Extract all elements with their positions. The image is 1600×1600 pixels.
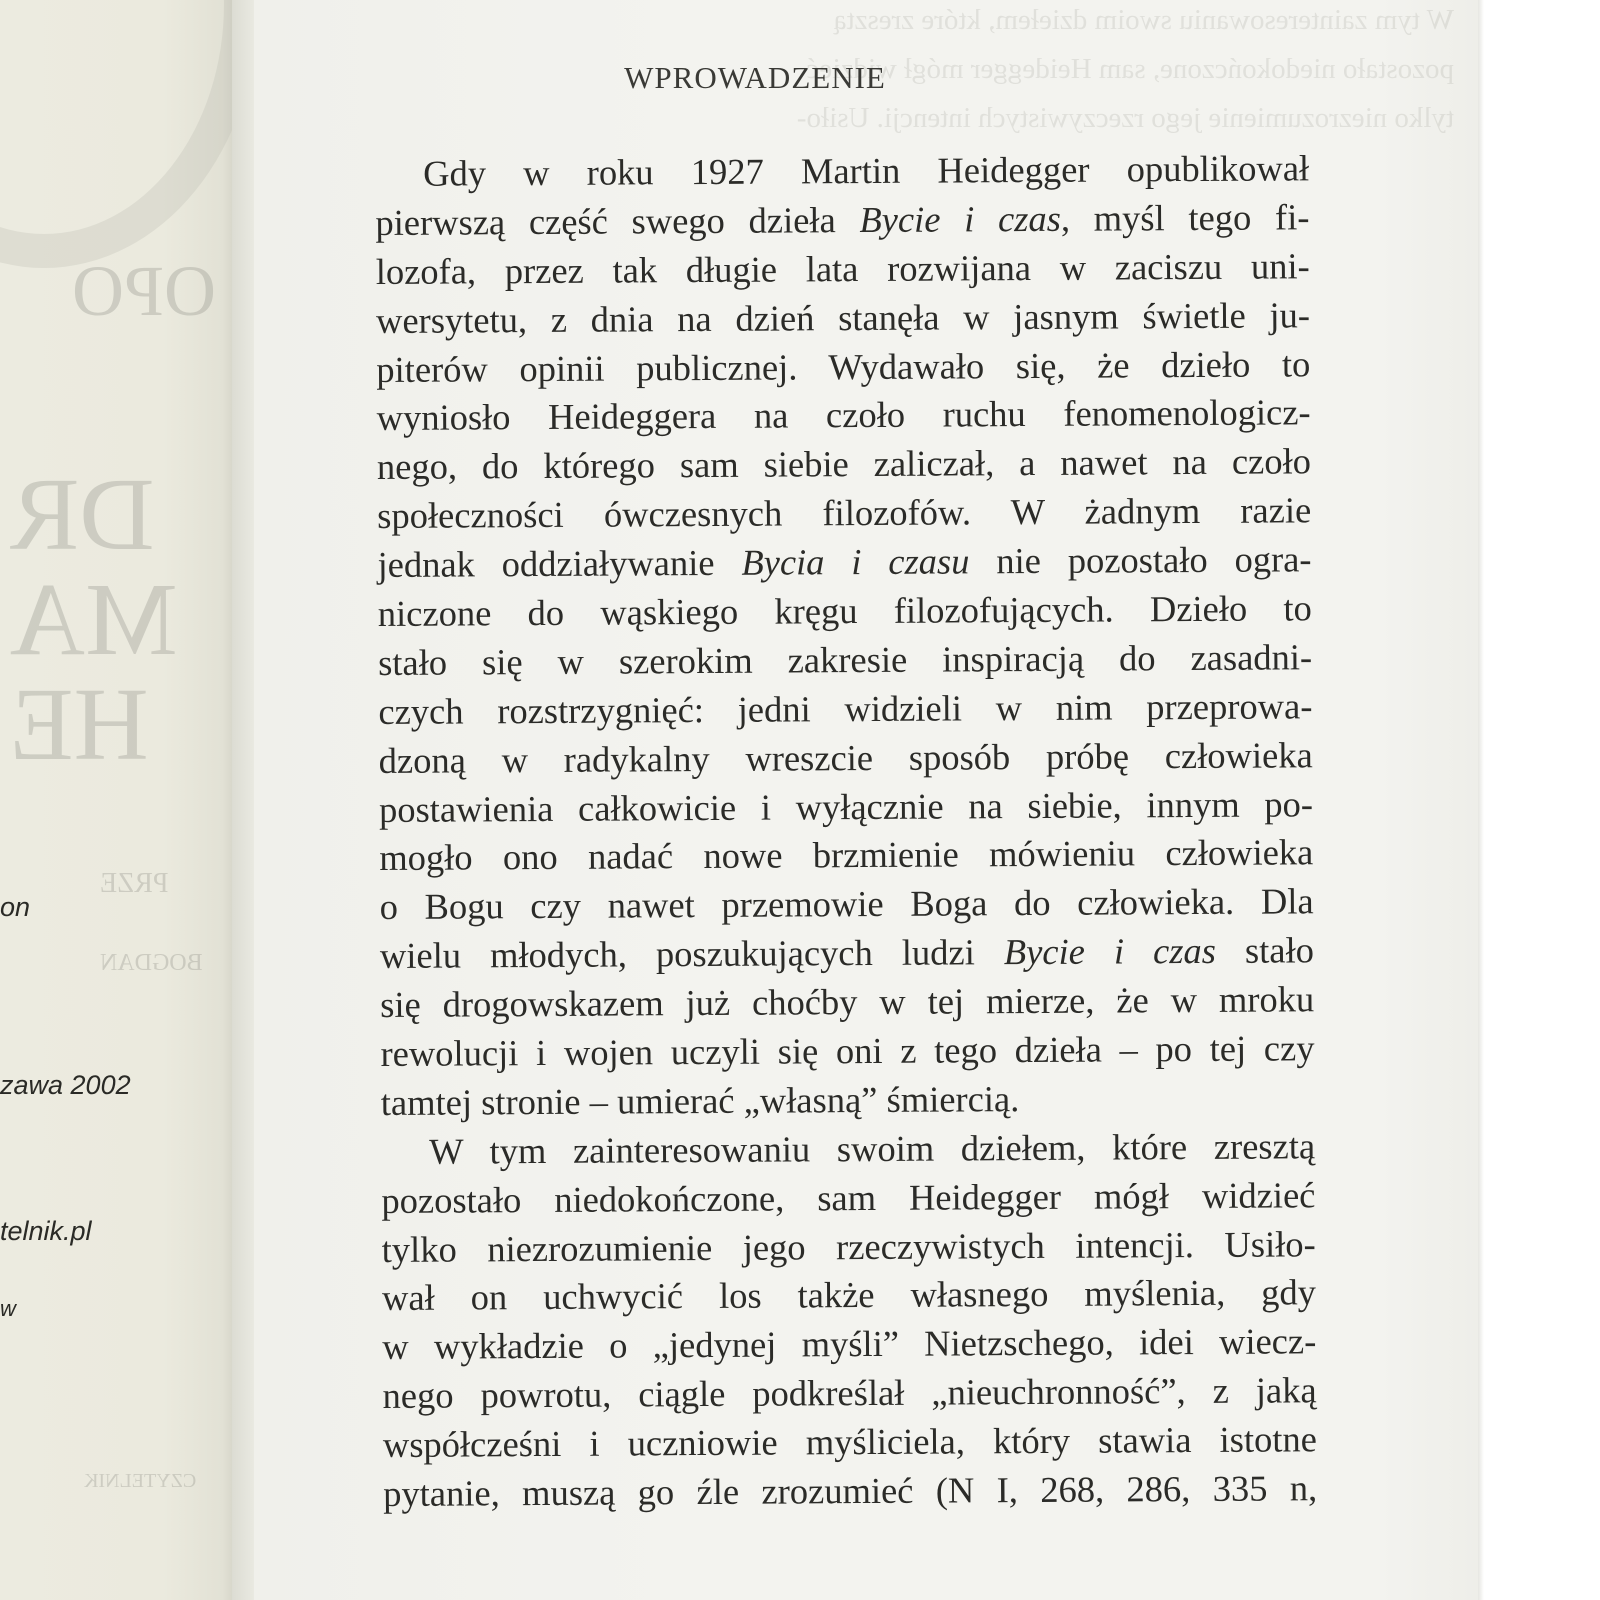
text-line <box>381 1073 1315 1128</box>
show-through-text: PRZE <box>100 868 169 899</box>
text-segment: lozofa, przez tak długie lata rozwijana w zaciszu uni- <box>375 245 1310 292</box>
left-margin-fragment: on <box>0 892 31 922</box>
text-segment: społeczności ówczesnych filozofów. W żadnym razie <box>377 489 1312 537</box>
text-segment: wyniosło Heideggera na czoło ruchu fenomenologicz- <box>376 391 1311 439</box>
text-segment: , myśl tego fi- <box>1060 196 1310 239</box>
page-edge <box>1478 0 1484 1600</box>
show-through-text: BOGDAN <box>100 950 203 976</box>
left-margin-fragment: zawa 2002 <box>0 1070 131 1100</box>
text-line <box>377 487 1311 542</box>
text-line <box>379 731 1313 786</box>
text-segment: czych rozstrzygnięć: jedni widzieli w nim przeprowa- <box>378 685 1313 732</box>
text-line <box>379 878 1313 933</box>
chapter-title: WPROWADZENIE <box>624 60 886 95</box>
text-line <box>377 438 1311 493</box>
show-through-text: HE <box>10 667 149 782</box>
text-segment: się drogowskazem już choćby w tej mierze, że w mroku <box>380 978 1315 1026</box>
text-line <box>382 1318 1316 1373</box>
text-line <box>382 1269 1316 1324</box>
text-segment: w wykładzie o „jedynej myśli” Nietzschego, idei wiecz- <box>382 1320 1317 1368</box>
book-gutter <box>232 0 254 1600</box>
show-through-text: OPO <box>72 251 217 331</box>
show-through-text: CZYTELNIK <box>84 1470 197 1492</box>
text-line <box>378 584 1312 639</box>
text-segment: wersytetu, z dnia na dzień stanęła w jasnym świetle ju- <box>375 293 1311 341</box>
body-text <box>375 144 1317 1519</box>
text-segment: W tym zainteresowaniu swoim dziełem, które zresztą <box>428 1125 1316 1172</box>
text-segment: dzoną w radykalny wreszcie sposób próbę człowieka <box>378 733 1313 781</box>
left-margin-fragment: w <box>0 1296 16 1321</box>
text-line <box>375 193 1309 248</box>
text-line <box>376 291 1310 346</box>
italic-title: Bycie i czas <box>1003 930 1217 973</box>
text-segment: wał on uchwycić los także własnego myślenia, gdy <box>381 1271 1317 1319</box>
text-segment: pierwszą część swego dzieła <box>375 198 860 243</box>
text-segment: tylko niezrozumienie jego rzeczywistych intencji. Usiło- <box>381 1222 1316 1270</box>
show-through-line: W tym zainteresowaniu swoim dziełem, które zresztą <box>833 4 1454 36</box>
text-segment: piterów opinii publicznej. Wydawało się, że dzieło to <box>376 342 1311 390</box>
text-segment: nie pozostało ogra- <box>969 538 1312 582</box>
left-page <box>0 0 232 1600</box>
text-line <box>378 682 1312 737</box>
text-segment: nego powrotu, ciągle podkreślał „nieuchronność”, z jaką <box>382 1369 1317 1417</box>
text-segment: o Bogu czy nawet przemowie Boga do człowieka. Dla <box>379 880 1314 928</box>
show-through-line: pozostało niedokończone, sam Heidegger mógł widzieć <box>806 53 1454 85</box>
text-segment: tamtej stronie – umierać „własną” śmiercią. <box>380 1078 1020 1123</box>
italic-title: Bycia i czasu <box>741 540 970 583</box>
text-line <box>376 340 1310 395</box>
text-line <box>380 975 1314 1030</box>
text-line <box>378 633 1312 688</box>
text-line <box>380 927 1314 982</box>
text-line <box>379 780 1313 835</box>
text-segment: mogło ono nadać nowe brzmienie mówieniu człowieka <box>379 831 1314 879</box>
text-line <box>382 1367 1316 1422</box>
text-line <box>381 1122 1315 1177</box>
text-segment: wielu młodych, poszukujących ludzi <box>379 931 1004 977</box>
text-line <box>382 1220 1316 1275</box>
text-segment: współcześni i uczniowie myśliciela, który stawia istotne <box>382 1418 1318 1466</box>
text-line <box>383 1464 1317 1519</box>
show-through-line: tylko niezrozumienie jego rzeczywistych intencji. Usiło- <box>796 102 1454 134</box>
text-segment: stało <box>1215 929 1315 972</box>
italic-title: Bycie i czas <box>859 197 1061 240</box>
text-line <box>381 1171 1315 1226</box>
text-segment: postawienia całkowicie i wyłącznie na siebie, innym po- <box>378 782 1314 830</box>
text-segment: nego, do którego sam siebie zaliczał, a nawet na czoło <box>376 440 1312 488</box>
text-line <box>380 1024 1314 1079</box>
text-segment: Gdy w roku 1927 Martin Heidegger opublikował <box>423 147 1310 194</box>
text-line <box>375 144 1309 199</box>
text-segment: niczone do wąskiego kręgu filozofujących. Dzieło to <box>377 587 1312 635</box>
left-margin-fragment: telnik.pl <box>0 1216 92 1246</box>
paragraph <box>375 144 1315 1127</box>
text-line <box>376 389 1310 444</box>
text-segment: pozostało niedokończone, sam Heidegger mógł widzieć <box>381 1173 1316 1221</box>
text-line <box>377 535 1311 590</box>
paragraph <box>381 1122 1317 1519</box>
show-through-emblem <box>0 0 232 268</box>
show-through-text: DR <box>10 457 155 572</box>
text-line <box>383 1415 1317 1470</box>
text-line <box>376 242 1310 297</box>
text-line <box>379 829 1313 884</box>
text-segment: pytanie, muszą go źle zrozumieć (N I, 268, 286, 335 n, <box>383 1467 1318 1515</box>
text-segment: rewolucji i wojen uczyli się oni z tego dzieła – po tej czy <box>380 1027 1315 1075</box>
text-segment: stało się w szerokim zakresie inspiracją do zasadni- <box>378 636 1313 683</box>
text-segment: jednak oddziaływanie <box>377 541 742 586</box>
show-through-text: MA <box>10 562 178 677</box>
